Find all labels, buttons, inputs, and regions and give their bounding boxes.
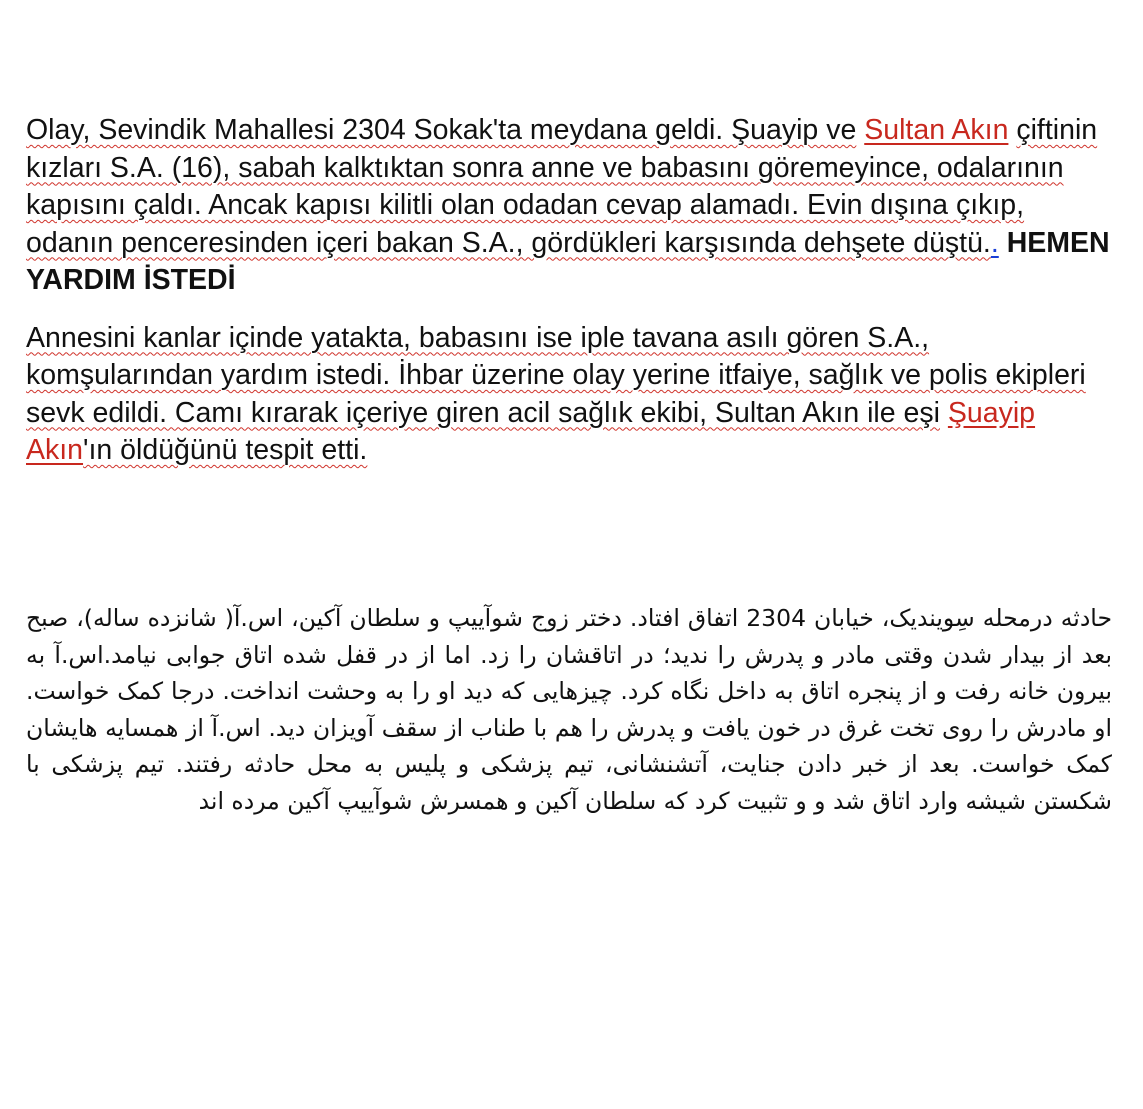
turkish-article — [26, 112, 1116, 470]
paragraph-2-text-start: Annesini kanlar içinde yatakta, babasını ise iple tavana asılı gören S.A., komşularından yardım istedi. İhbar üzerine olay yerine itfaiye, sağlık ve polis ekipleri sevk edildi. Camı kırarak içeriye giren acil sağlık ekibi, Sultan Akın ile eşi — [26, 321, 1086, 429]
period-link[interactable]: . — [990, 226, 999, 259]
paragraph-1-text-start: Olay, Sevindik Mahallesi 2304 Sokak'ta meydana geldi. Şuayip ve — [26, 114, 857, 146]
suayip-akin-link[interactable]: Şuayip Akın — [26, 396, 1036, 466]
paragraph-2-text-end: 'ın öldüğünü tespit etti. — [83, 434, 368, 466]
persian-translation: حادثه درمحله سِویندیک، خیابان 2304 اتفاق افتاد. دختر زوج شوآییپ و سلطان آکین، اس.آ( شانزده ساله)، صبح بعد از بیدار شدن وقتی مادر و پدرش را ندید؛ در اتاقشان را زد. اما از در قفل شده اتاق جوابی نیامد.اس.آ به بیرون خانه رفت و از پنجره اتاق به داخل نگاه کرد. چیزهایی که دید او را به وحشت انداخت. درجا کمک خواست. او مادرش را روی تخت غرق در خون یافت و پدرش را هم با طناب از سقف آویزان دید. اس.آ از همسایه هایشان کمک خواست. بعد از خبر دادن جنایت، آتشنشانی، تیم پزشکی و پلیس به محل حادثه رفتند. تیم پزشکی با شکستن شیشه وارد اتاق شد و و تثبیت کرد که سلطان آکین و همسرش شوآییپ آکین مرده اند — [26, 604, 1112, 815]
turkish-paragraph-1 — [26, 112, 1116, 300]
sultan-akin-link[interactable]: Sultan Akın — [864, 114, 1009, 146]
section-heading: HEMEN YARDIM İSTEDİ — [26, 226, 1110, 296]
paragraph-1-text-end: çiftinin kızları S.A. (16), sabah kalktıktan sonra anne ve babasını göremeyince, odalarının kapısını çaldı. Ancak kapısı kilitli olan odadan cevap alamadı. Evin dışına çıkıp, odanın penceresinden içeri bakan S.A., gördükleri karşısında dehşete düştü. — [26, 114, 1098, 259]
turkish-paragraph-2 — [26, 320, 1116, 470]
